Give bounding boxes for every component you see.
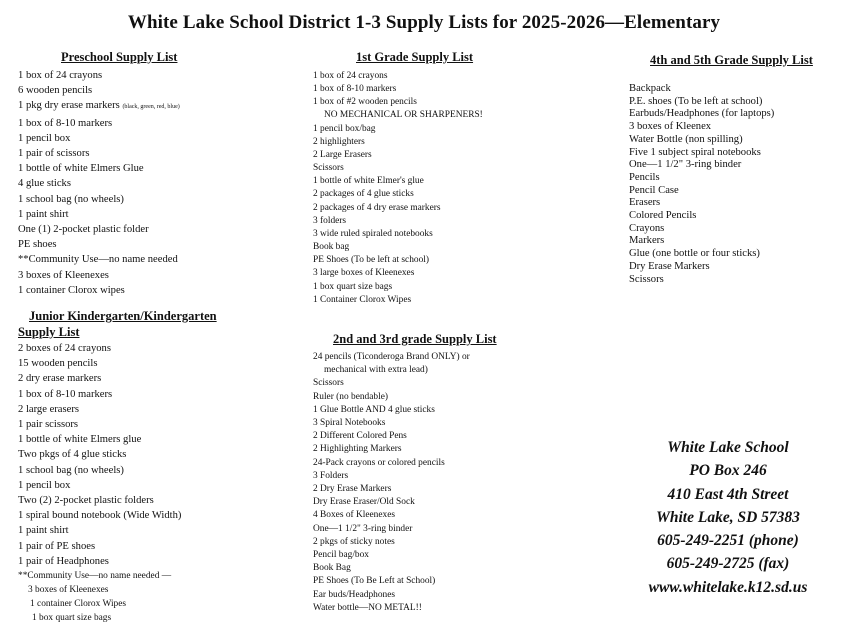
list-item: 1 box of 8-10 markers (18, 388, 113, 400)
list-item: Erasers (629, 197, 661, 209)
list-item: 1 box quart size bags (313, 281, 393, 292)
list-item: 1 pencil box/bag (313, 123, 376, 134)
list-item: Two pkgs of 4 glue sticks (18, 449, 127, 461)
list-item: 3 large boxes of Kleenexes (313, 268, 415, 279)
list-item: P.E. shoes (To be left at school) (629, 95, 763, 107)
website: www.whitelake.k12.sd.us (648, 578, 808, 596)
grade45-heading: 4th and 5th Grade Supply List (650, 53, 813, 67)
list-item: 3 wide ruled spiraled notebooks (313, 228, 433, 239)
list-item: 1 pair of scissors (18, 148, 90, 160)
list-item: Five 1 subject spiral notebooks (629, 146, 761, 158)
list-item: PE shoes (18, 239, 57, 251)
list-item: 1 box of 24 crayons (18, 70, 103, 81)
list-item-text: 1 pkg dry erase markers (18, 100, 120, 112)
community-use-note: **Community Use—no name needed — (18, 571, 172, 582)
list-item: Pencil bag/box (313, 550, 369, 561)
list-item: 3 boxes of Kleenexes (18, 269, 109, 281)
list-item: 2 Different Colored Pens (313, 431, 407, 442)
phone-number: 605-249-2251 (phone) (657, 532, 799, 550)
grade45-supply-list (629, 53, 839, 286)
list-item: One—1 1/2" 3-ring binder (629, 159, 742, 171)
list-item: Book bag (313, 242, 350, 253)
list-item: Two (2) 2-pocket plastic folders (18, 495, 154, 507)
list-item: Ruler (no bendable) (313, 391, 388, 402)
page-title: White Lake School District 1-3 Supply Lists for 2025-2026—Elementary (127, 12, 721, 33)
list-item: Earbuds/Headphones (for laptops) (629, 108, 775, 120)
list-item: 1 box of 8-10 markers (313, 84, 397, 95)
list-item: 1 box of 24 crayons (313, 71, 388, 81)
list-item: 2 highlighters (313, 136, 365, 147)
list-item: 1 box quart size bags (32, 613, 112, 624)
grade1-heading: 1st Grade Supply List (356, 50, 474, 64)
grade23-supply-list (313, 332, 573, 615)
list-item: Scissors (313, 163, 344, 174)
list-item: Water bottle—NO METAL!! (313, 602, 422, 613)
list-item: Scissors (629, 273, 664, 285)
list-item: Ear buds/Headphones (313, 589, 396, 600)
list-item: Scissors (313, 378, 344, 389)
po-box: PO Box 246 (689, 462, 767, 480)
list-item: NO MECHANICAL OR SHARPENERS! (324, 110, 483, 121)
preschool-heading: Preschool Supply List (61, 50, 178, 64)
list-item: 1 pencil box (18, 479, 71, 491)
kindergarten-heading-line2: Supply List (18, 325, 80, 339)
kindergarten-supply-list (18, 309, 298, 625)
list-item: 2 packages of 4 glue sticks (313, 189, 414, 200)
list-item: 4 glue sticks (18, 178, 71, 190)
list-item: **Community Use—no name needed (18, 254, 178, 266)
list-item: Colored Pencils (629, 210, 697, 222)
kindergarten-heading: Junior Kindergarten/Kindergarten (29, 309, 217, 323)
list-item: 3 Folders (313, 470, 349, 481)
list-item: Book Bag (313, 563, 351, 574)
list-item: Pencils (629, 171, 660, 183)
fax-number: 605-249-2725 (fax) (666, 555, 790, 573)
list-item: mechanical with extra lead) (324, 365, 428, 376)
list-item: 2 dry erase markers (18, 373, 102, 385)
list-item: 2 Large Erasers (313, 149, 372, 160)
list-item: 2 Dry Erase Markers (313, 484, 392, 495)
list-item: Dry Erase Eraser/Old Sock (313, 497, 415, 508)
list-item: 24 pencils (Ticonderoga Brand ONLY) or (313, 352, 470, 362)
list-item: 3 Spiral Notebooks (313, 418, 386, 429)
list-item: Markers (629, 235, 665, 247)
list-item: Water Bottle (non spilling) (629, 133, 743, 145)
list-item: 1 pair of Headphones (18, 555, 109, 567)
list-item: 2 packages of 4 dry erase markers (313, 202, 441, 213)
list-item: 1 Glue Bottle AND 4 glue sticks (313, 404, 435, 415)
list-item: 1 Container Clorox Wipes (313, 294, 412, 305)
list-item: 1 spiral bound notebook (Wide Width) (18, 510, 182, 522)
list-item: Crayons (629, 222, 665, 234)
list-item: 3 boxes of Kleenexes (28, 585, 109, 596)
list-item: PE Shoes (To be left at school) (313, 255, 429, 266)
list-item: 1 paint shirt (18, 208, 69, 220)
list-item: One—1 1/2" 3-ring binder (313, 523, 413, 534)
list-item: 2 large erasers (18, 403, 79, 415)
city-state-zip: White Lake, SD 57383 (656, 508, 800, 526)
preschool-supply-list (18, 50, 288, 298)
list-item: 2 boxes of 24 crayons (18, 343, 111, 354)
list-item: 1 bottle of white Elmers Glue (18, 163, 144, 175)
list-item: 3 boxes of Kleenex (629, 121, 712, 133)
list-item: 1 paint shirt (18, 525, 69, 537)
list-item: Pencil Case (629, 184, 679, 196)
list-item: 2 Highlighting Markers (313, 444, 402, 455)
school-address (628, 436, 828, 599)
street-address: 410 East 4th Street (667, 485, 789, 503)
list-item: 1 container Clorox wipes (18, 284, 125, 296)
list-item: 1 school bag (no wheels) (18, 464, 124, 476)
list-item: 1 bottle of white Elmer's glue (313, 176, 424, 187)
grade1-supply-list (313, 50, 553, 307)
list-item: 1 pair of PE shoes (18, 540, 96, 552)
list-item: 4 Boxes of Kleenexes (313, 510, 396, 521)
list-item: 24-Pack crayons or colored pencils (313, 457, 445, 468)
list-item: 1 pencil box (18, 132, 71, 144)
list-item: 1 school bag (no wheels) (18, 193, 124, 205)
list-item: 1 box of #2 wooden pencils (313, 97, 417, 108)
list-item (18, 98, 288, 115)
list-item: 1 container Clorox Wipes (30, 599, 127, 610)
list-item: PE Shoes (To Be Left at School) (313, 576, 436, 587)
list-item: 3 folders (313, 215, 347, 226)
school-name: White Lake School (667, 439, 789, 456)
list-item: 1 box of 8-10 markers (18, 117, 113, 129)
list-item: 6 wooden pencils (18, 85, 93, 97)
marker-colors-note: (black, green, red, blue) (122, 104, 180, 111)
list-item: Backpack (629, 83, 671, 94)
list-item: One (1) 2-pocket plastic folder (18, 224, 149, 236)
list-item: 1 pair scissors (18, 419, 79, 431)
list-item: Glue (one bottle or four sticks) (629, 248, 760, 260)
list-item: 2 pkgs of sticky notes (313, 536, 395, 547)
list-item: 15 wooden pencils (18, 358, 98, 370)
list-item: Dry Erase Markers (629, 260, 710, 272)
list-item: 1 bottle of white Elmers glue (18, 434, 142, 446)
grade23-heading: 2nd and 3rd grade Supply List (333, 332, 497, 346)
